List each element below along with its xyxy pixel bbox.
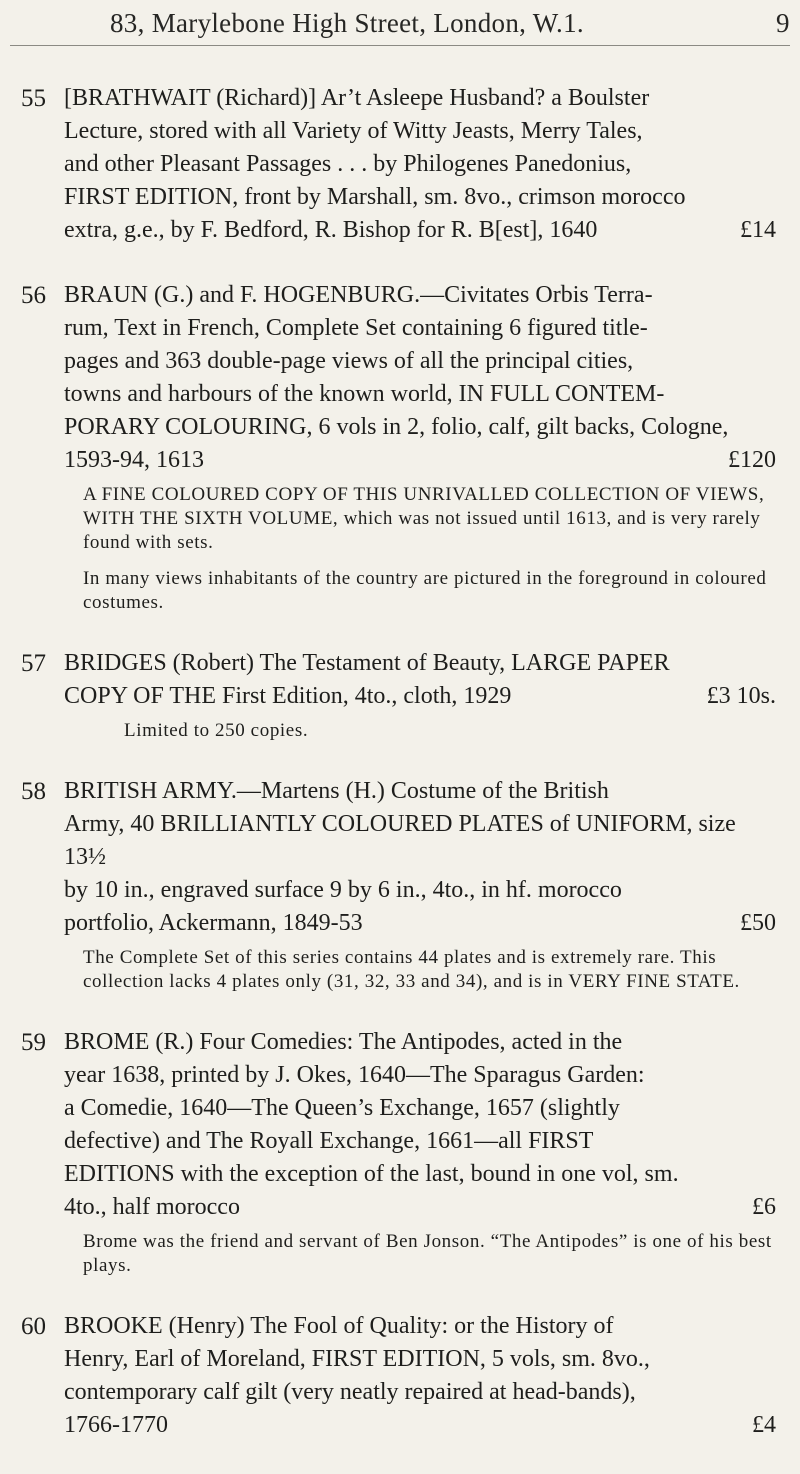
entry-price-line [64, 444, 776, 477]
entry-price-line [64, 1409, 776, 1442]
entry-price: £3 10s. [706, 683, 776, 709]
entry-note: The Complete Set of this series contains 44 plates and is extremely rare. This collection lacks 4 plates only (31, 32, 33 and 34), and is in VERY FINE STATE. [83, 947, 740, 992]
entry-price: £6 [752, 1194, 776, 1220]
entry-text [64, 279, 776, 477]
entry-line: extra, g.e., by F. Bedford, R. Bishop for R. B[est], 1640 [64, 217, 598, 243]
entry-text [64, 775, 776, 940]
entry-price: £4 [752, 1412, 776, 1438]
entry-note: Brome was the friend and servant of Ben Jonson. “The Antipodes” is one of his best plays. [83, 1231, 772, 1276]
page-number: 9 [776, 8, 790, 38]
entry-line: and other Pleasant Passages . . . by Philogenes Panedonius, [64, 151, 632, 177]
lot-number: 56 [21, 282, 46, 309]
entry-line: [BRATHWAIT (Richard)] Ar’t Asleepe Husband? a Boulster [64, 85, 650, 111]
lot-number: 58 [21, 778, 46, 805]
entry-line: BROOKE (Henry) The Fool of Quality: or the History of [64, 1313, 614, 1339]
catalogue-entry [0, 279, 800, 615]
lot-number: 57 [21, 650, 46, 677]
entry-price: £50 [740, 910, 776, 936]
catalogue-entry [0, 1310, 800, 1442]
entry-line: towns and harbours of the known world, IN FULL CONTEM- [64, 381, 665, 407]
entry-line: pages and 363 double-page views of all the principal cities, [64, 348, 634, 374]
entry-line: BRAUN (G.) and F. HOGENBURG.—Civitates Orbis Terra- [64, 282, 653, 308]
lot-number: 59 [21, 1029, 46, 1056]
catalogue-entry [0, 647, 800, 743]
entry-price-line [64, 214, 776, 247]
entry-note: A FINE COLOURED COPY OF THIS UNRIVALLED COLLECTION OF VIEWS, WITH THE SIXTH VOLUME, which was not issued until 1613, and is very rarely found with sets. [83, 484, 765, 553]
entry-line: rum, Text in French, Complete Set containing 6 figured title- [64, 315, 648, 341]
entry-price: £14 [740, 217, 776, 243]
entry-line: BRIDGES (Robert) The Testament of Beauty, LARGE PAPER [64, 650, 670, 676]
entry-text [64, 82, 776, 247]
entry-line: 1593-94, 1613 [64, 447, 204, 473]
entry-line: COPY OF THE First Edition, 4to., cloth, 1929 [64, 683, 512, 709]
entry-line: 1766-1770 [64, 1412, 168, 1438]
entry-price-line [64, 680, 776, 713]
entry-line: BRITISH ARMY.—Martens (H.) Costume of the British [64, 778, 609, 804]
entry-price: £120 [728, 447, 776, 473]
entry-line: Army, 40 BRILLIANTLY COLOURED PLATES of UNIFORM, size 13½ [64, 811, 736, 870]
entry-price-line [64, 1191, 776, 1224]
entry-text [64, 1310, 776, 1442]
entry-note: Limited to 250 copies. [124, 720, 309, 741]
entry-note: In many views inhabitants of the country are pictured in the foreground in coloured costumes. [83, 568, 767, 613]
catalogue-entry [0, 1026, 800, 1278]
entry-text [64, 647, 776, 713]
entry-line: portfolio, Ackermann, 1849-53 [64, 910, 363, 936]
header-rule [10, 45, 790, 46]
entry-line: year 1638, printed by J. Okes, 1640—The Sparagus Garden: [64, 1062, 645, 1088]
entry-line: by 10 in., engraved surface 9 by 6 in., 4to., in hf. morocco [64, 877, 622, 903]
entry-line: PORARY COLOURING, 6 vols in 2, folio, calf, gilt backs, Cologne, [64, 414, 729, 440]
entry-line: FIRST EDITION, front by Marshall, sm. 8vo., crimson morocco [64, 184, 686, 210]
entry-line: 4to., half morocco [64, 1194, 240, 1220]
lot-number: 55 [21, 85, 46, 112]
entry-line: BROME (R.) Four Comedies: The Antipodes, acted in the [64, 1029, 623, 1055]
entry-line: contemporary calf gilt (very neatly repaired at head-bands), [64, 1379, 636, 1405]
entry-price-line [64, 907, 776, 940]
catalogue-entries [0, 82, 800, 1474]
catalogue-entry [0, 82, 800, 247]
entry-line: defective) and The Royall Exchange, 1661—all FIRST [64, 1128, 594, 1154]
running-head: 83, Marylebone High Street, London, W.1. [110, 8, 584, 38]
entry-line: Lecture, stored with all Variety of Witty Jeasts, Merry Tales, [64, 118, 643, 144]
entry-text [64, 1026, 776, 1224]
entry-line: a Comedie, 1640—The Queen’s Exchange, 1657 (slightly [64, 1095, 620, 1121]
entry-line: Henry, Earl of Moreland, FIRST EDITION, 5 vols, sm. 8vo., [64, 1346, 650, 1372]
entry-line: EDITIONS with the exception of the last, bound in one vol, sm. [64, 1161, 679, 1187]
catalogue-entry [0, 775, 800, 994]
lot-number: 60 [21, 1313, 46, 1340]
